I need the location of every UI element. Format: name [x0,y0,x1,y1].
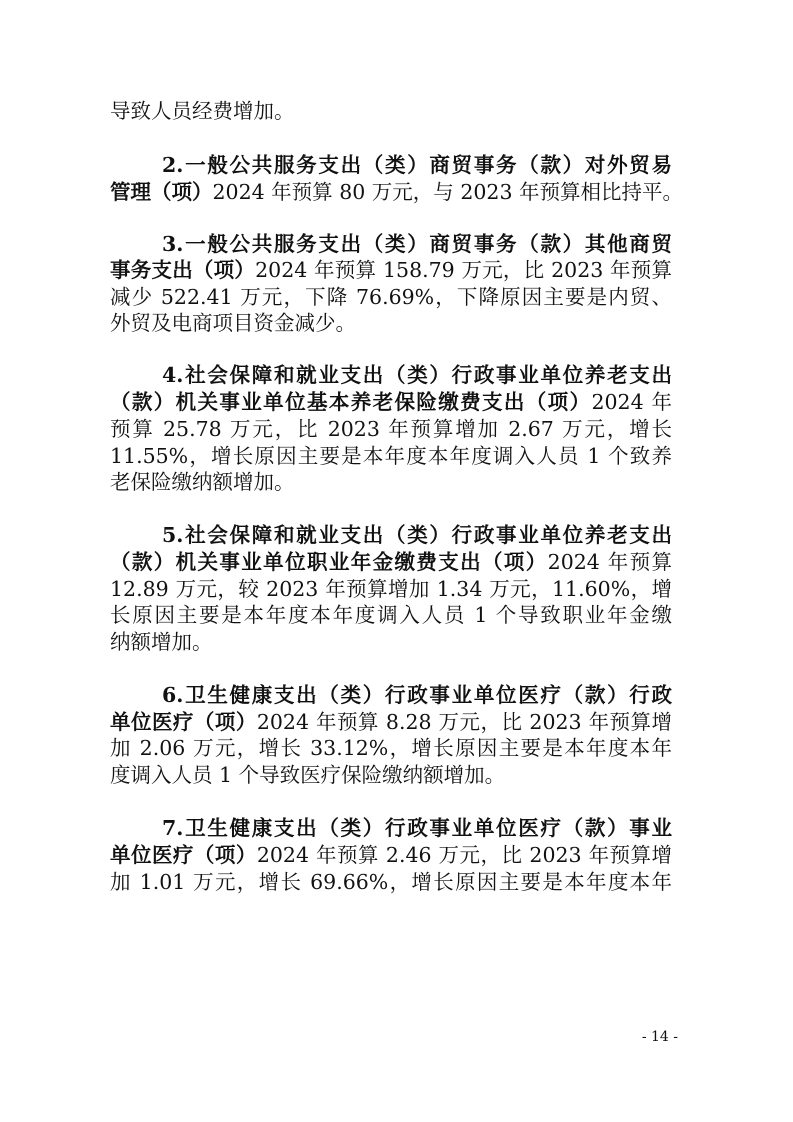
text-segment: 12.89 万元，较 2023 年预算增加 1.34 万元，11.60%，增 [110,577,672,601]
text-segment: 加 2.06 万元，增长 33.12%，增长原因主要是本年度本年 [110,736,672,760]
heading-segment: （款）机关事业单位基本养老保险缴费支出（项） [110,390,592,414]
text-segment: 长原因主要是本年度本年度调入人员 1 个导致职业年金缴 [110,603,672,627]
heading-segment: 5.社会保障和就业支出（类）行政事业单位养老支出 [162,523,672,547]
text-segment: 2024 年预算 8.28 万元，比 2023 年预算增 [256,710,673,734]
text-line [110,755,672,795]
heading-segment: 3.一般公共服务支出（类）商贸事务（款）其他商贸 [162,232,672,256]
text-line [110,622,672,662]
heading-segment: 4.社会保障和就业支出（类）行政事业单位养老支出 [162,363,672,387]
heading-segment: 单位医疗（项） [110,843,257,867]
text-segment: 导致人员经费增加。 [110,99,295,123]
heading-segment: 事务支出（项） [110,258,256,282]
text-line [110,462,672,502]
text-segment: 减少 522.41 万元，下降 76.69%，下降原因主要是内贸、 [110,285,672,309]
page-number-text: - 14 - [641,1029,678,1045]
text-line [110,862,672,902]
text-segment: 2024 年预算 158.79 万元，比 2023 年预算 [255,258,673,282]
text-line [110,91,672,131]
text-segment: 加 1.01 万元，增长 69.66%，增长原因主要是本年度本年 [110,870,672,894]
text-line [110,303,672,343]
heading-segment: 7.卫生健康支出（类）行政事业单位医疗（款）事业 [162,816,672,840]
text-segment: 2024 年预算 80 万元，与 2023 年预算相比持平。 [212,180,684,204]
heading-segment: 6.卫生健康支出（类）行政事业单位医疗（款）行政 [162,683,672,707]
text-segment: 2024 年预算 [547,550,673,574]
text-segment: 老保险缴纳额增加。 [110,470,295,494]
text-segment: 11.55%，增长原因主要是本年度本年度调入人员 1 个致养 [110,444,672,468]
heading-segment: 2.一般公共服务支出（类）商贸事务（款）对外贸易 [162,153,672,177]
heading-segment: （款）机关事业单位职业年金缴费支出（项） [110,550,548,574]
text-segment: 度调入人员 1 个导致医疗保险缴纳额增加。 [110,763,506,787]
text-segment: 外贸及电商项目资金减少。 [110,311,356,335]
text-segment: 2024 年预算 2.46 万元，比 2023 年预算增 [256,843,673,867]
text-segment: 2024 年 [591,390,673,414]
heading-segment: 管理（项） [110,180,213,204]
text-segment: 预算 25.78 万元，比 2023 年预算增加 2.67 万元，增长 [110,417,672,441]
text-segment: 纳额增加。 [110,630,213,654]
heading-segment: 单位医疗（项） [110,710,257,734]
text-line [110,172,684,212]
